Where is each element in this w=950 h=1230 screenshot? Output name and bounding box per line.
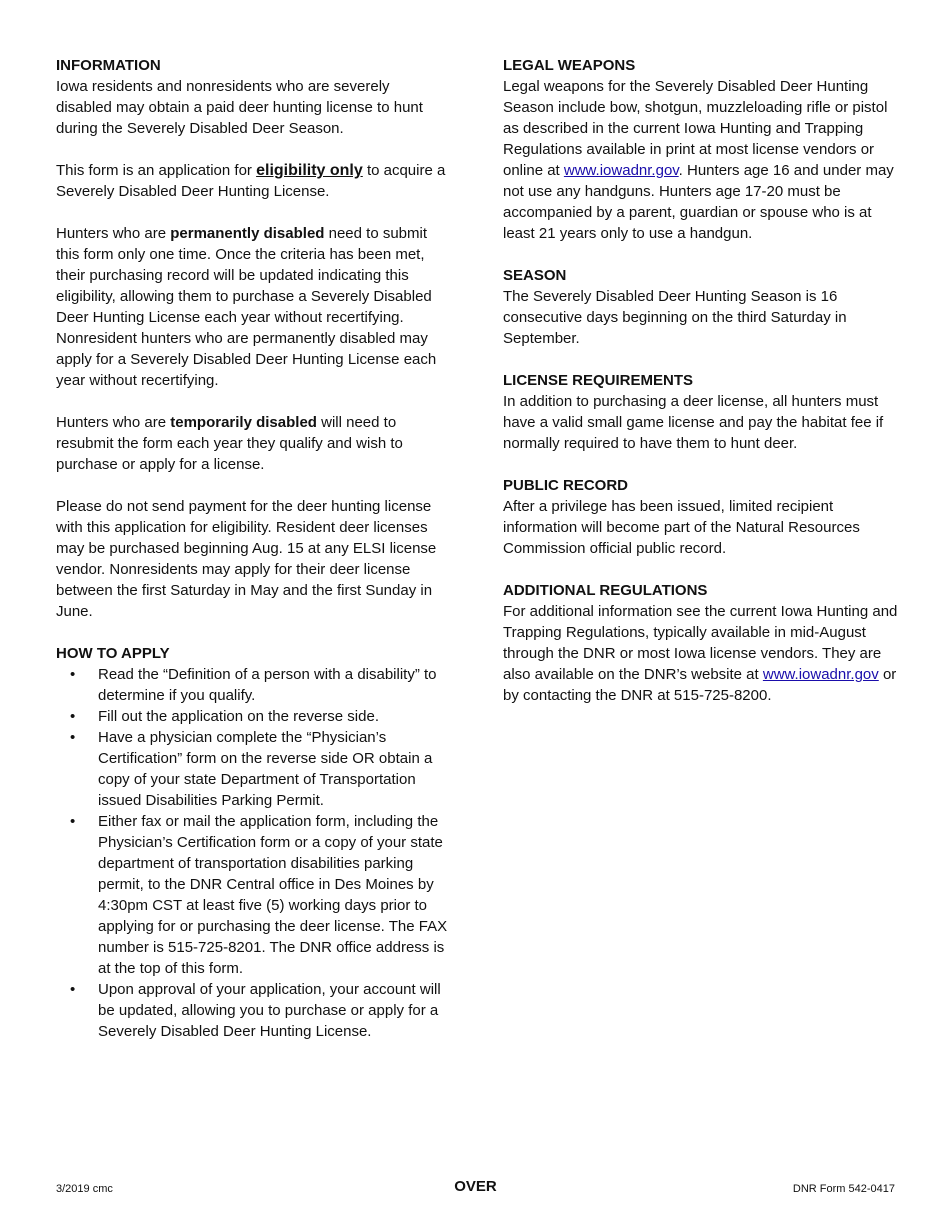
legal-weapons-text-after: . Hunters age 16 and under may not use any handguns. Hunters age 17-20 must be accompanied by a parent, guardian or spouse who is at least 21 years only to use a handgun. [503,162,894,242]
p3-text-after: need to submit this form only one time. Once the criteria has been met, their purchasing record will be updated indicating this eligibility, allowing them to purchase a Severely Disabled Deer Hunting License each year without recertifying. Nonresident hunters who are permanently disabled may apply for a Severely Disabled Deer Hunting License each year without recertifying. [56,225,437,389]
license-requirements-section [503,370,898,454]
how-to-apply-section [56,643,448,1042]
information-paragraph-4 [56,412,448,475]
list-item-text: Read the “Definition of a person with a disability” to determine if you qualify. [98,666,437,704]
footer-form-number: DNR Form 542-0417 [792,1183,895,1195]
public-record-section [503,475,898,559]
eligibility-only-emphasis: eligibility only [256,162,363,179]
temporarily-disabled-bold: temporarily disabled [170,414,317,431]
list-item-text: Upon approval of your application, your account will be updated, allowing you to purchase or apply for a Severely Disabled Deer Hunting License. [98,981,441,1040]
additional-regulations-section [503,580,898,706]
additional-regulations-text [503,601,898,706]
bullet-icon: • [70,708,76,725]
public-record-text: After a privilege has been issued, limited recipient information will become part of the Natural Resources Commission official public record. [503,498,860,557]
additional-regulations-text-before: For additional information see the current Iowa Hunting and Trapping Regulations, typically available in mid-August through the DNR or most Iowa license vendors. They are also available on the DNR’s website at [503,603,898,683]
footer-revision-date: 3/2019 cmc [56,1183,113,1195]
p4-text-before: Hunters who are [56,414,171,431]
information-paragraph-2 [56,160,448,202]
how-to-apply-heading: HOW TO APPLY [56,645,170,662]
legal-weapons-text [503,76,898,244]
information-section [56,55,448,622]
p2-text-before: This form is an application for [56,162,257,179]
permanently-disabled-bold: permanently disabled [170,225,325,242]
information-paragraph-3 [56,223,448,391]
bullet-icon: • [70,981,76,998]
season-section [503,265,898,349]
footer-over-label: OVER [454,1178,497,1195]
bullet-icon: • [70,666,76,683]
season-heading: SEASON [503,267,567,284]
page-footer [56,1175,895,1199]
information-heading: INFORMATION [56,57,161,74]
additional-regulations-heading: ADDITIONAL REGULATIONS [503,582,708,599]
list-item [56,706,448,727]
public-record-heading: PUBLIC RECORD [503,477,629,494]
list-item-text: Either fax or mail the application form, including the Physician’s Certification form or a copy of your state department of transportation disabilities parking permit, to the DNR Central office in Des Moines by 4:30pm CST at least five (5) working days prior to applying for or purchasing the deer license. The FAX number is 515-725-8201. The DNR office address is at the top of this form. [98,813,448,977]
bullet-icon: • [70,729,76,746]
p4-text-after: will need to resubmit the form each year they qualify and wish to purchase or apply for a license. [56,414,403,473]
iowadnr-link[interactable]: www.iowadnr.gov [762,666,879,683]
legal-weapons-text-before: Legal weapons for the Severely Disabled Deer Hunting Season include bow, shotgun, muzzleloading rifle or pistol as described in the current Iowa Hunting and Trapping Regulations available in print at most license vendors or online at [503,78,888,179]
list-item [56,811,448,979]
list-item-text: Have a physician complete the “Physician’s Certification” form on the reverse side OR obtain a copy of your state Department of Transportation issued Disabilities Parking Permit. [98,729,433,809]
p2-text-after: to acquire a Severely Disabled Deer Hunting License. [56,162,446,200]
left-column [56,55,448,1063]
season-text: The Severely Disabled Deer Hunting Season is 16 consecutive days beginning on the third Saturday in September. [503,288,847,347]
information-paragraph-1: Iowa residents and nonresidents who are severely disabled may obtain a paid deer hunting license to hunt during the Severely Disabled Deer Season. [56,78,423,137]
legal-weapons-section [503,55,898,244]
bullet-icon: • [70,813,76,830]
right-column [503,55,898,727]
license-requirements-heading: LICENSE REQUIREMENTS [503,372,694,389]
how-to-apply-list [56,664,448,1042]
license-requirements-text: In addition to purchasing a deer license, all hunters must have a valid small game license and pay the habitat fee if normally required to have them to hunt deer. [503,393,884,452]
list-item [56,664,448,706]
list-item [56,727,448,811]
list-item [56,979,448,1042]
iowadnr-link[interactable]: www.iowadnr.gov [563,162,679,179]
p3-text-before: Hunters who are [56,225,171,242]
additional-regulations-text-after: or by contacting the DNR at 515-725-8200. [503,666,897,704]
list-item-text: Fill out the application on the reverse side. [98,708,379,725]
information-paragraph-5: Please do not send payment for the deer hunting license with this application for eligibility. Resident deer licenses may be purchased beginning Aug. 15 at any ELSI license vendor. Nonresidents may apply for their deer license between the first Saturday in May and the first Sunday in June. [56,498,437,620]
legal-weapons-heading: LEGAL WEAPONS [503,57,636,74]
